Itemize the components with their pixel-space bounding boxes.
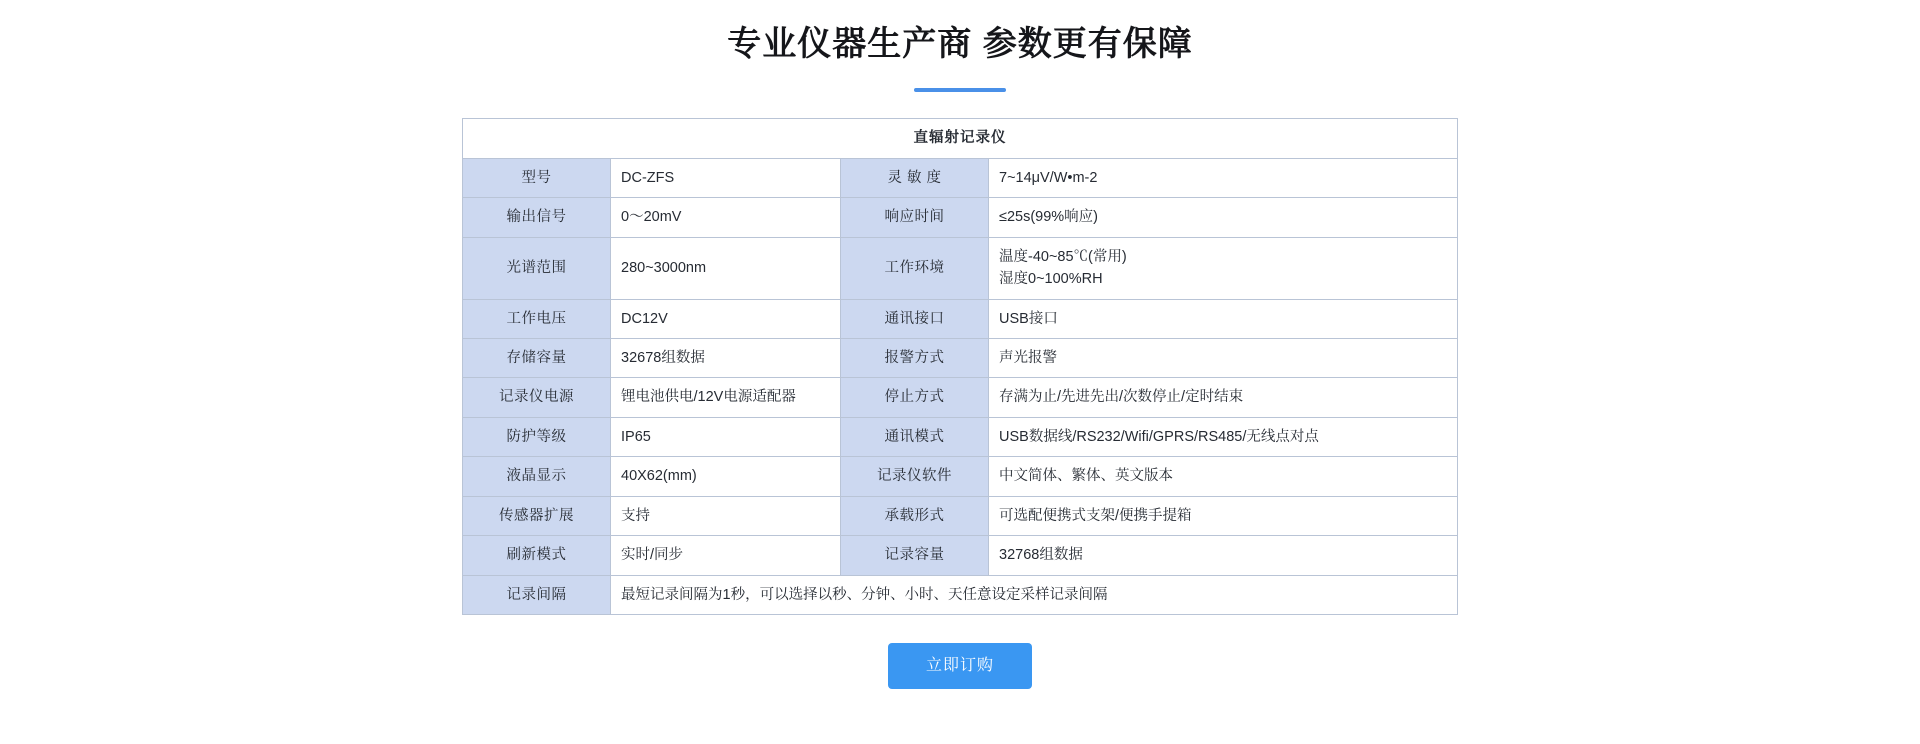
spec-label: 通讯接口 xyxy=(841,299,989,338)
table-row-title xyxy=(463,119,1458,158)
table-row xyxy=(463,299,1458,338)
order-now-button[interactable]: 立即订购 xyxy=(888,643,1032,689)
spec-label: 刷新模式 xyxy=(463,536,611,575)
spec-value: 280~3000nm xyxy=(611,237,841,299)
spec-label: 光谱范围 xyxy=(463,237,611,299)
table-row xyxy=(463,158,1458,197)
spec-value: 锂电池供电/12V电源适配器 xyxy=(611,378,841,417)
spec-value: 40X62(mm) xyxy=(611,457,841,496)
spec-value: 中文简体、繁体、英文版本 xyxy=(989,457,1458,496)
spec-value: DC-ZFS xyxy=(611,158,841,197)
spec-label: 传感器扩展 xyxy=(463,496,611,535)
spec-value: 7~14μV/W•m-2 xyxy=(989,158,1458,197)
spec-value: DC12V xyxy=(611,299,841,338)
title-underline-divider xyxy=(914,88,1006,92)
spec-label: 灵 敏 度 xyxy=(841,158,989,197)
spec-label: 防护等级 xyxy=(463,417,611,456)
spec-label: 记录容量 xyxy=(841,536,989,575)
spec-label: 存储容量 xyxy=(463,339,611,378)
spec-label: 响应时间 xyxy=(841,198,989,237)
spec-label: 记录仪电源 xyxy=(463,378,611,417)
spec-label: 工作环境 xyxy=(841,237,989,299)
table-row xyxy=(463,378,1458,417)
spec-value: 可选配便携式支架/便携手提箱 xyxy=(989,496,1458,535)
spec-value: 实时/同步 xyxy=(611,536,841,575)
spec-value: 温度-40~85℃(常用) 湿度0~100%RH xyxy=(989,237,1458,299)
spec-value: ≤25s(99%响应) xyxy=(989,198,1458,237)
spec-label: 承载形式 xyxy=(841,496,989,535)
table-row xyxy=(463,339,1458,378)
spec-value: 最短记录间隔为1秒，可以选择以秒、分钟、小时、天任意设定采样记录间隔 xyxy=(611,575,1458,614)
table-row xyxy=(463,198,1458,237)
spec-label: 工作电压 xyxy=(463,299,611,338)
spec-value: 32678组数据 xyxy=(611,339,841,378)
table-row xyxy=(463,417,1458,456)
spec-value: 存满为止/先进先出/次数停止/定时结束 xyxy=(989,378,1458,417)
table-row xyxy=(463,237,1458,299)
table-row xyxy=(463,496,1458,535)
spec-table-body xyxy=(463,119,1458,615)
spec-label: 通讯模式 xyxy=(841,417,989,456)
table-row xyxy=(463,457,1458,496)
specification-table xyxy=(462,118,1458,615)
spec-label: 记录仪软件 xyxy=(841,457,989,496)
spec-value: 声光报警 xyxy=(989,339,1458,378)
spec-label: 报警方式 xyxy=(841,339,989,378)
spec-label: 记录间隔 xyxy=(463,575,611,614)
table-row-footer xyxy=(463,575,1458,614)
spec-value: 支持 xyxy=(611,496,841,535)
spec-label: 输出信号 xyxy=(463,198,611,237)
spec-value: USB数据线/RS232/Wifi/GPRS/RS485/无线点对点 xyxy=(989,417,1458,456)
spec-label: 型号 xyxy=(463,158,611,197)
spec-label: 停止方式 xyxy=(841,378,989,417)
spec-value: 0～20mV xyxy=(611,198,841,237)
spec-label: 液晶显示 xyxy=(463,457,611,496)
spec-table-title: 直辐射记录仪 xyxy=(463,119,1458,158)
spec-table-wrapper xyxy=(462,118,1458,615)
order-action-area xyxy=(0,643,1920,689)
spec-value: USB接口 xyxy=(989,299,1458,338)
spec-value: IP65 xyxy=(611,417,841,456)
table-row xyxy=(463,536,1458,575)
page-title: 专业仪器生产商 参数更有保障 xyxy=(727,25,1193,63)
spec-value: 32768组数据 xyxy=(989,536,1458,575)
